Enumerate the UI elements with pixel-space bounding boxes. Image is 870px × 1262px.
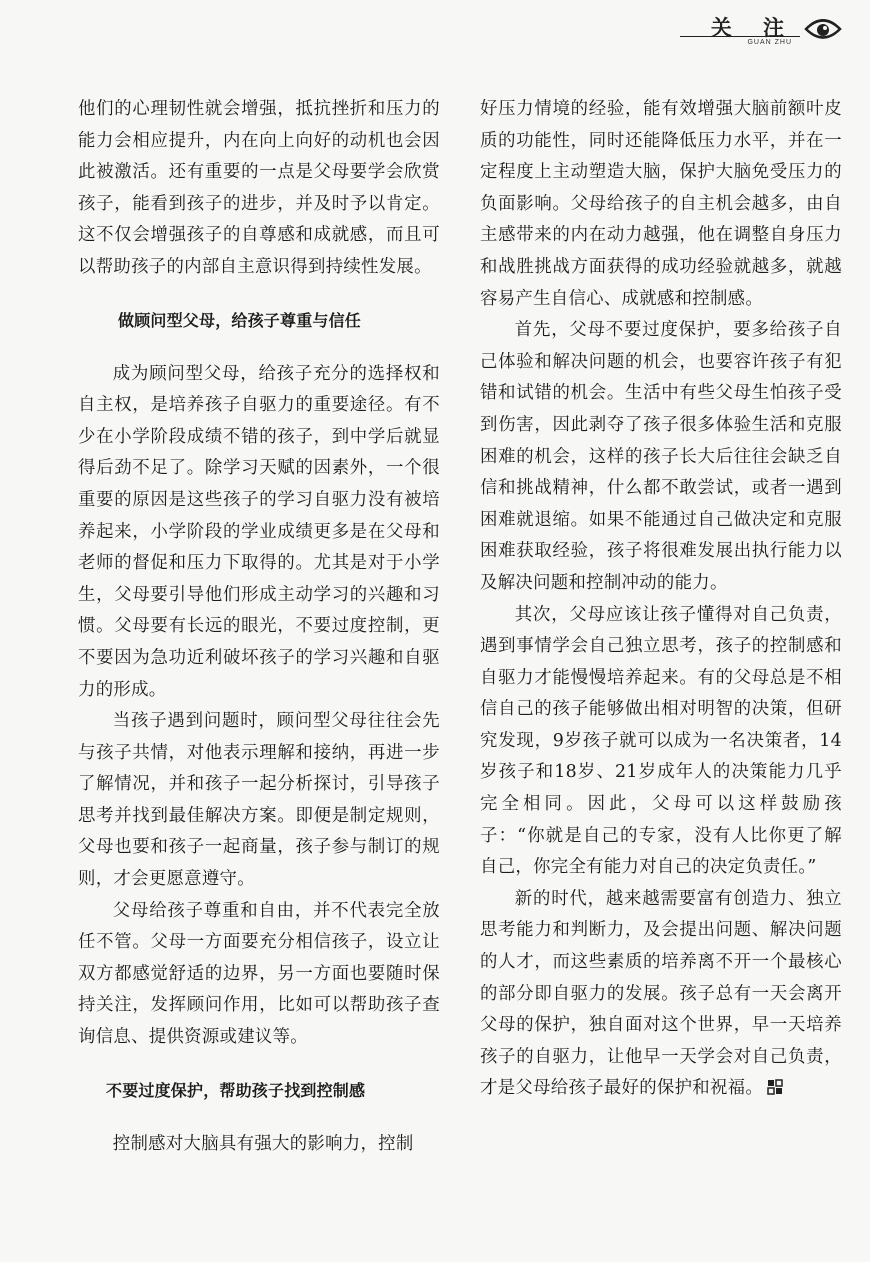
left-column [78, 94, 440, 1160]
paragraph: 其次，父母应该让孩子懂得对自己负责，遇到事情学会自己独立思考，孩子的控制感和自驱力才能慢慢培养起来。有的父母总是不相信自己的孩子能够做出相对明智的决策，但研究发现，9岁孩子就可以成为一名决策者，14岁孩子和18岁、21岁成年人的决策能力几乎完全相同。因此，父母可以这样鼓励孩子：“你就是自己的专家，没有人比你更了解自己，你完全有能力对自己的决定负责任。” [480, 604, 842, 878]
right-column [480, 94, 842, 1105]
section-title: 关 注 [710, 16, 796, 40]
section-pinyin: GUAN ZHU [747, 39, 792, 46]
section-heading: 不要过度保护，帮助孩子找到控制感 [106, 1080, 366, 1100]
paragraph: 好压力情境的经验，能有效增强大脑前额叶皮质的功能性，同时还能降低压力水平，并在一定程度上主动塑造大脑，保护大脑免受压力的负面影响。父母给孩子的自主机会越多，由自主感带来的内在动力越强，他在调整自身压力和战胜挑战方面获得的成功经验就越多，就越容易产生自信心、成就感和控制感。 [480, 99, 842, 309]
header-rule [680, 36, 800, 37]
eye-logo-icon [804, 16, 842, 42]
paragraph: 当孩子遇到问题时，顾问型父母往往会先与孩子共情，对他表示理解和接纳，再进一步了解情况，并和孩子一起分析探讨，引导孩子思考并找到最佳解决方案。即便是制定规则，父母也要和孩子一起商量，孩子参与制订的规则，才会更愿意遵守。 [78, 711, 440, 890]
section-heading: 做顾问型父母，给孩子尊重与信任 [118, 310, 362, 330]
paragraph: 父母给孩子尊重和自由，并不代表完全放任不管。父母一方面要充分相信孩子，设立让双方都感觉舒适的边界，另一方面也要随时保持关注，发挥顾问作用，比如可以帮助孩子查询信息、提供资源或建议等。 [78, 900, 440, 1048]
page-header [648, 10, 848, 50]
paragraph: 成为顾问型父母，给孩子充分的选择权和自主权，是培养孩子自驱力的重要途径。有不少在小学阶段成绩不错的孩子，到中学后就显得后劲不足了。除学习天赋的因素外，一个很重要的原因是这些孩子的学习自驱力没有被培养起来，小学阶段的学业成绩更多是在父母和老师的督促和压力下取得的。尤其是对于小学生，父母要引导他们形成主动学习的兴趣和习惯。父母要有长远的眼光，不要过度控制，更不要因为急功近利破坏孩子的学习兴趣和自驱力的形成。 [78, 363, 440, 700]
end-mark-icon [767, 1079, 783, 1095]
paragraph: 首先，父母不要过度保护，要多给孩子自己体验和解决问题的机会，也要容许孩子有犯错和试错的机会。生活中有些父母生怕孩子受到伤害，因此剥夺了孩子很多体验生活和克服困难的机会，这样的孩子长大后往往会缺乏自信和挑战精神，什么都不敢尝试，或者一遇到困难就退缩。如果不能通过自己做决定和克服困难获取经验，孩子将很难发展出执行能力以及解决问题和控制冲动的能力。 [480, 320, 842, 593]
paragraph-text: 新的时代，越来越需要富有创造力、独立思考能力和判断力，及会提出问题、解决问题的人才，而这些素质的培养离不开一个最核心的部分即自驱力的发展。孩子总有一天会离开父母的保护，独自面对这个世界，早一天培养孩子的自驱力，让他早一天学会对自己负责，才是父母给孩子最好的保护和祝福。 [480, 888, 842, 1099]
paragraph: 控制感对大脑具有强大的影响力，控制 [112, 1133, 414, 1154]
paragraph: 他们的心理韧性就会增强，抵抗挫折和压力的能力会相应提升，内在向上向好的动机也会因此被激活。还有重要的一点是父母要学会欣赏孩子，能看到孩子的进步，并及时予以肯定。这不仅会增强孩子的自尊感和成就感，而且可以帮助孩子的内部自主意识得到持续性发展。 [78, 99, 440, 277]
paragraph-last [480, 884, 842, 1105]
